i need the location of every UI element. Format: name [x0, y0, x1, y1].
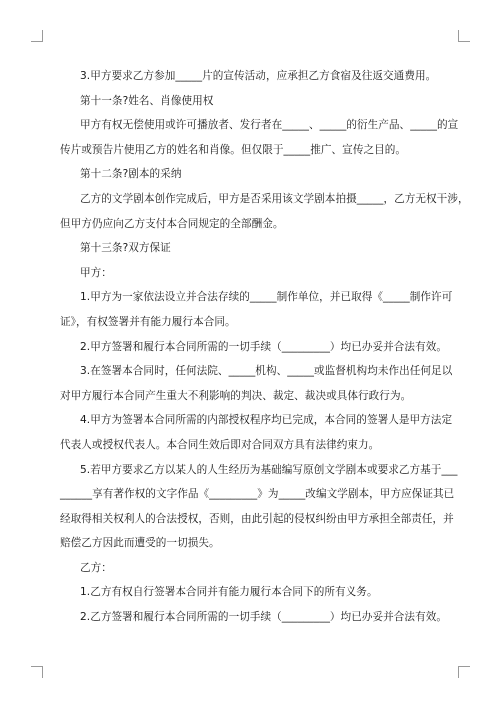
- crop-mark-top-right: [458, 30, 470, 42]
- party-a-item-1-line-2: 证》，有权签署并有能力履行本合同。: [60, 315, 236, 328]
- party-a-item-4-line-2: 代表人或授权代表人。本合同生效后即对合同双方具有法律约束力。: [60, 438, 380, 451]
- article-12-text-line-2: 但甲方仍应向乙方支付本合同规定的全部酬金。: [60, 217, 284, 230]
- party-a-item-5-line-4: 赔偿乙方因此而遭受的一切损失。: [60, 537, 220, 550]
- party-b-item-2: 2.乙方签署和履行本合同所需的一切手续（_________）均已办妥并合法有效。: [80, 611, 447, 624]
- party-a-item-3-line-2: 对甲方履行本合同产生重大不利影响的判决、裁定、裁决或具体行政行为。: [60, 389, 412, 402]
- document-body: [60, 64, 469, 630]
- article-11-text-line-1: 甲方有权无偿使用或许可播放者、发行者在_____、_____的衍生产品、_____的宣: [80, 119, 459, 132]
- article-13-heading: 第十三条?双方保证: [80, 242, 171, 255]
- party-a-label: 甲方：: [80, 266, 112, 279]
- party-b-label: 乙方：: [80, 561, 112, 574]
- party-a-item-1-line-1: 1.甲方为一家依法设立并合法存续的_____制作单位，并已取得《_____制作许可: [80, 291, 453, 304]
- party-b-item-1: 1.乙方有权自行签署本合同并有能力履行本合同下的所有义务。: [80, 586, 378, 599]
- article-12-heading: 第十二条?剧本的采纳: [80, 168, 182, 181]
- article-11-heading: 第十一条?姓名、肖像使用权: [80, 94, 214, 107]
- party-a-item-4-line-1: 4.甲方为签署本合同所需的内部授权程序均已完成，本合同的签署人是甲方法定: [80, 414, 453, 427]
- crop-mark-top-left: [31, 30, 43, 42]
- article-12-text-line-1: 乙方的文学剧本创作完成后，甲方是否采用该文学剧本拍摄_____，乙方无权干涉，: [80, 192, 469, 205]
- crop-mark-bottom-right: [458, 666, 470, 678]
- party-a-item-2: 2.甲方签署和履行本合同所需的一切手续（_________）均已办妥并合法有效。: [80, 340, 447, 353]
- clause-10-item-3: 3.甲方要求乙方参加_____片的宣传活动，应承担乙方食宿及往返交通费用。: [80, 70, 437, 82]
- crop-mark-bottom-left: [31, 666, 43, 678]
- party-a-item-3-line-1: 3.在签署本合同时，任何法院、_____机构、_____或监督机构均未作出任何足以: [80, 365, 453, 378]
- article-11-text-line-2: 传片或预告片使用乙方的姓名和肖像。但仅限于_____推广、宣传之目的。: [60, 143, 407, 156]
- party-a-item-5-line-2: ______享有著作权的文字作品《_________》为_____改编文学剧本，甲方应保证其已: [60, 488, 455, 501]
- party-a-item-5-line-1: 5.若甲方要求乙方以某人的人生经历为基础编写原创文学剧本或要求乙方基于___: [80, 463, 458, 476]
- party-a-item-5-line-3: 经取得相关权利人的合法授权，否则，由此引起的侵权纠纷由甲方承担全部责任，并: [60, 512, 454, 525]
